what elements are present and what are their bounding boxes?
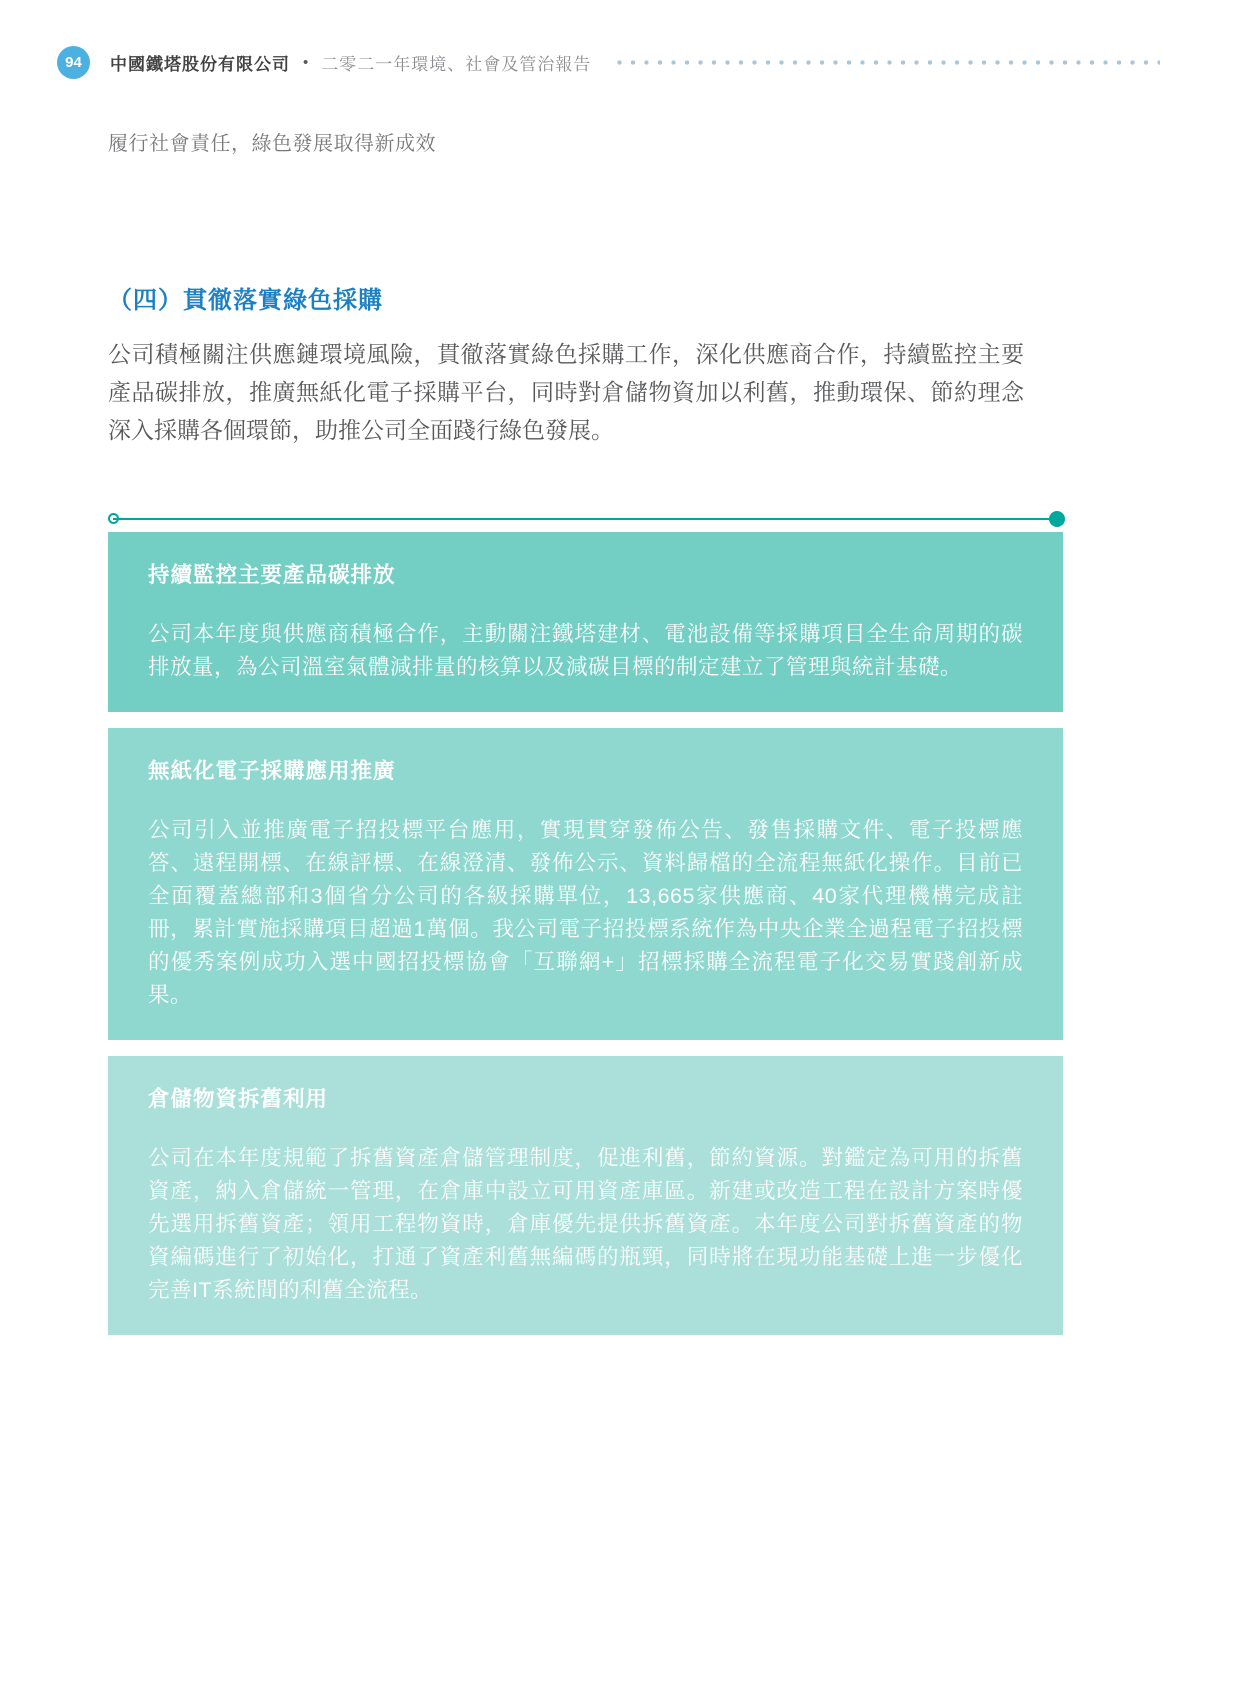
section-subtitle: 履行社會責任，綠色發展取得新成效 xyxy=(108,133,436,155)
card-warehouse-reuse xyxy=(108,1056,1063,1335)
highlight-cards xyxy=(108,532,1063,1335)
bullet-separator-icon: • xyxy=(303,54,309,71)
page-header xyxy=(0,0,1240,79)
timeline-line xyxy=(113,518,1057,520)
card-title: 持續監控主要產品碳排放 xyxy=(148,563,396,587)
header-dotted-rule xyxy=(617,60,1160,65)
card-title: 倉儲物資拆舊利用 xyxy=(148,1087,329,1111)
card-body: 公司本年度與供應商積極合作，主動關注鐵塔建材、電池設備等採購項目全生命周期的碳排放量，為公司溫室氣體減排量的核算以及減碳目標的制定建立了管理與統計基礎。 xyxy=(148,622,1023,679)
card-body: 公司引入並推廣電子招投標平台應用，實現貫穿發佈公告、發售採購文件、電子投標應答、遠程開標、在線評標、在線澄清、發佈公示、資料歸檔的全流程無紙化操作。目前已全面覆蓋總部和3個省分公司的各級採購單位，13,665家供應商、40家代理機構完成註冊，累計實施採購項目超過1萬個。我公司電子招投標系統作為中央企業全過程電子招投標的優秀案例成功入選中國招投標協會「互聯網+」招標採購全流程電子化交易實踐創新成果。 xyxy=(148,818,1023,1007)
card-body: 公司在本年度規範了拆舊資產倉儲管理制度，促進利舊，節約資源。對鑑定為可用的拆舊資產，納入倉儲統一管理，在倉庫中設立可用資產庫區。新建或改造工程在設計方案時優先選用拆舊資產；領用工程物資時，倉庫優先提供拆舊資產。本年度公司對拆舊資產的物資編碼進行了初始化，打通了資產利舊無編碼的瓶頸，同時將在現功能基礎上進一步優化完善IT系統間的利舊全流程。 xyxy=(148,1146,1023,1302)
card-paperless-procurement xyxy=(108,728,1063,1040)
section-heading: （四）貫徹落實綠色採購 xyxy=(108,287,383,314)
timeline-rule xyxy=(108,511,1065,527)
company-name: 中國鐵塔股份有限公司 xyxy=(110,55,290,74)
card-title: 無紙化電子採購應用推廣 xyxy=(148,759,396,783)
page-number-badge: 94 xyxy=(57,46,90,79)
card-carbon-monitoring xyxy=(108,532,1063,712)
timeline-end-circle-icon xyxy=(1049,511,1065,527)
intro-paragraph: 公司積極關注供應鏈環境風險，貫徹落實綠色採購工作，深化供應商合作，持續監控主要產品碳排放，推廣無紙化電子採購平台，同時對倉儲物資加以利舊，推動環保、節約理念深入採購各個環節，助推公司全面踐行綠色發展。 xyxy=(108,341,1024,443)
report-title: 二零二一年環境、社會及管治報告 xyxy=(321,55,592,74)
